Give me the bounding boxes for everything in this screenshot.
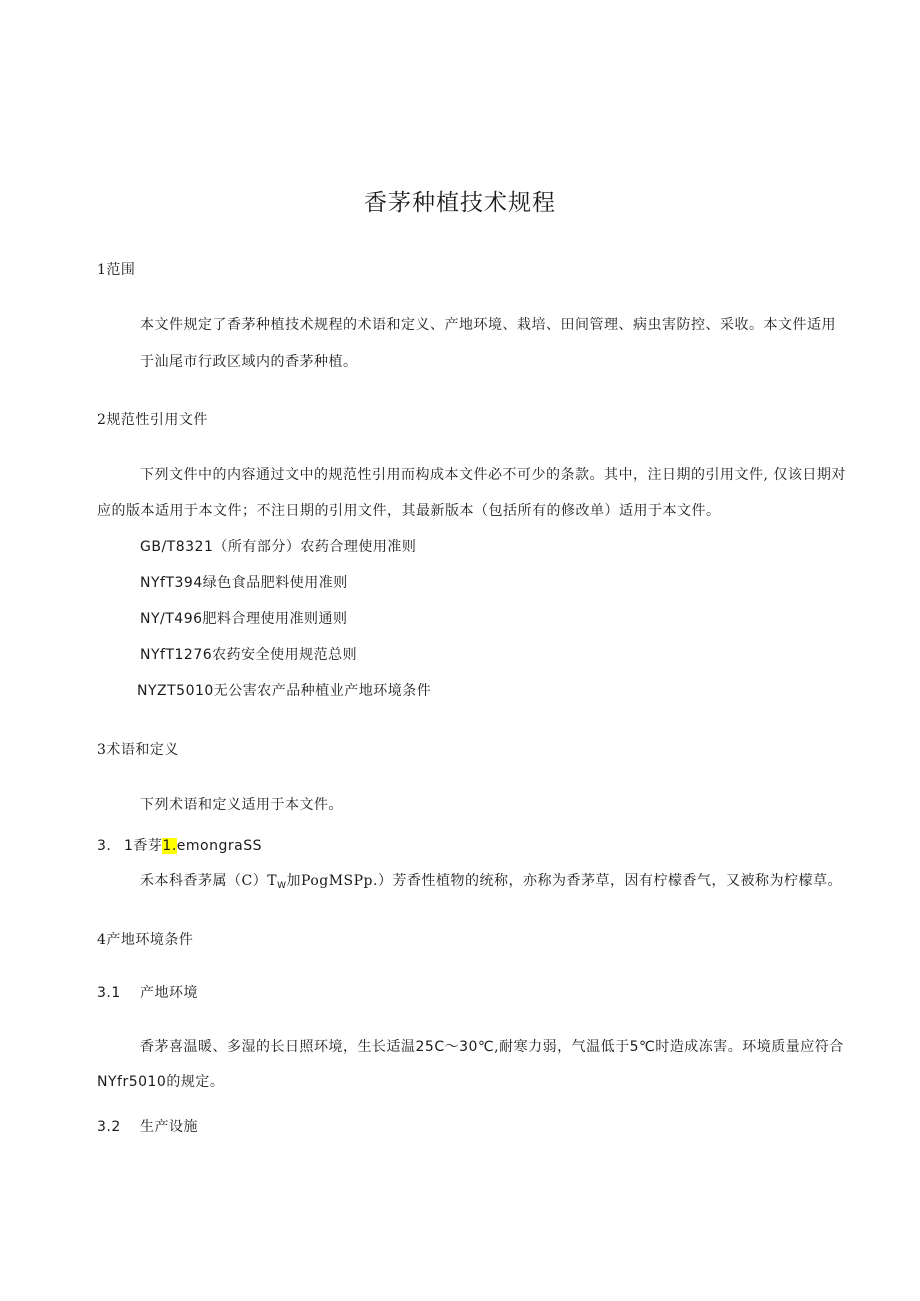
reference-code: GB/T8321 xyxy=(140,539,214,555)
section-4-paragraph-line-2 xyxy=(97,1073,224,1091)
term-definition xyxy=(140,872,842,895)
reference-code: NY/T496 xyxy=(140,611,203,627)
section-1-heading: 1范围 xyxy=(97,262,136,278)
reference-item xyxy=(137,682,431,700)
term-name: 香芽 xyxy=(133,838,163,854)
subsection-3-1-title: 产地环境 xyxy=(140,985,198,1001)
para-part: ,耐寒力弱，气温低于 xyxy=(494,1039,630,1055)
section-3-heading: 3术语和定义 xyxy=(97,742,179,758)
reference-text: 无公害农产品种植业产地环境条件 xyxy=(213,683,432,699)
reference-text: 农药安全使用规范总则 xyxy=(212,647,358,663)
standard-code: NYfr5010 xyxy=(97,1074,167,1090)
term-number-sub: 1 xyxy=(124,838,134,854)
reference-text: （所有部分）农药合理使用准则 xyxy=(213,539,417,555)
temperature-range: 25C～30℃ xyxy=(415,1039,495,1055)
reference-item xyxy=(140,574,348,592)
section-1-paragraph-line-1: 本文件规定了香茅种植技术规程的术语和定义、产地环境、栽培、田间管理、病虫害防控、采收。本文件适用 xyxy=(140,317,836,333)
subsection-3-2-number: 3.2 xyxy=(97,1119,121,1135)
para-part: 时造成冻害。环境质量应符合 xyxy=(655,1039,844,1055)
section-3-intro: 下列术语和定义适用于本文件。 xyxy=(140,797,343,813)
term-english: emongraSS xyxy=(176,838,262,854)
definition-part-b: 加PogMSPp.）芳香性植物的统称，亦称为香茅草，因有柠檬香气，又被称为柠檬草。 xyxy=(286,873,842,889)
reference-text: 绿色食品肥料使用准则 xyxy=(202,575,348,591)
para-part: 香茅喜温暖、多湿的长日照环境，生长适温 xyxy=(140,1039,416,1055)
reference-item xyxy=(140,538,416,556)
temperature-threshold: 5℃ xyxy=(629,1039,656,1055)
reference-item xyxy=(140,646,357,664)
term-number xyxy=(97,837,111,855)
definition-part-a: 禾本科香茅属（C）T xyxy=(140,873,278,889)
subsection-3-2-title: 生产设施 xyxy=(140,1119,198,1135)
term-number-main: 3. xyxy=(97,838,112,854)
section-1-paragraph-line-2: 于汕尾市行政区域内的香茅种植。 xyxy=(140,354,358,370)
section-4-heading: 4产地环境条件 xyxy=(97,932,194,948)
reference-item xyxy=(140,610,348,628)
term-heading xyxy=(124,837,262,855)
section-4-paragraph-line-1 xyxy=(140,1038,844,1056)
section-2-paragraph-line-2: 应的版本适用于本文件；不注日期的引用文件，其最新版本（包括所有的修改单）适用于本文件。 xyxy=(97,503,721,519)
reference-text: 肥料合理使用准则通则 xyxy=(202,611,348,627)
para-part: 的规定。 xyxy=(166,1074,225,1090)
reference-code: NYfT1276 xyxy=(140,647,213,663)
section-2-paragraph-line-1: 下列文件中的内容通过文中的规范性引用而构成本文件必不可少的条款。其中，注日期的引用文件, 仅该日期对 xyxy=(140,467,846,483)
document-title: 香茅种植技术规程 xyxy=(364,190,556,216)
reference-code: NYZT5010 xyxy=(137,683,214,699)
definition-subscript: W xyxy=(277,881,287,891)
subsection-3-1-number: 3.1 xyxy=(97,985,121,1001)
highlighted-text: 1. xyxy=(162,838,177,854)
reference-code: NYfT394 xyxy=(140,575,203,591)
section-2-heading: 2规范性引用文件 xyxy=(97,412,208,428)
